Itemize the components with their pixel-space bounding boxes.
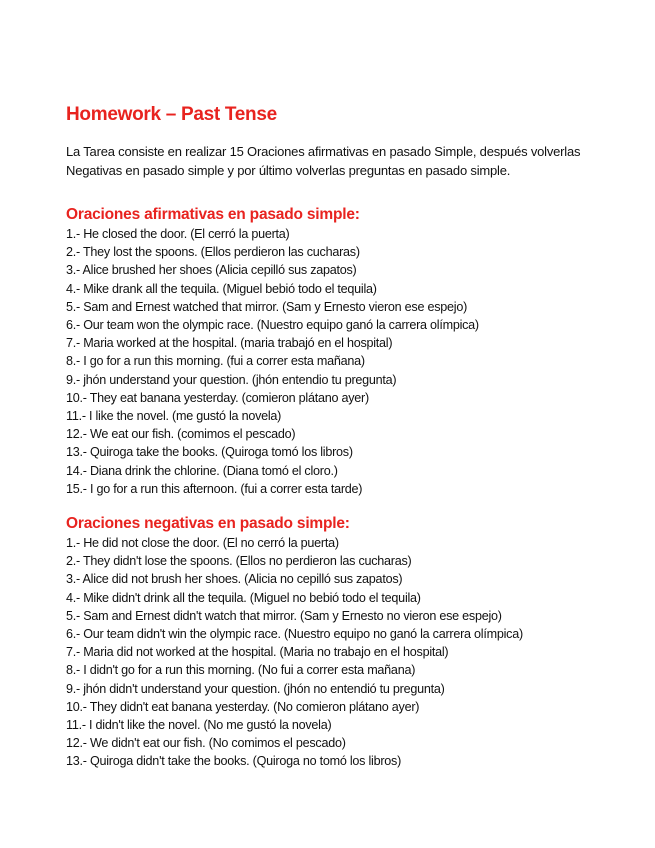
list-item: 7.- Maria worked at the hospital. (maria trabajó en el hospital) xyxy=(66,336,393,351)
list-item: 12.- We didn't eat our fish. (No comimos el pescado) xyxy=(66,736,346,751)
list-item: 14.- Diana drink the chlorine. (Diana tomó el cloro.) xyxy=(66,463,338,478)
list-item: 5.- Sam and Ernest watched that mirror. (Sam y Ernesto vieron ese espejo) xyxy=(66,299,468,314)
list-item: 3.- Alice brushed her shoes (Alicia cepilló sus zapatos) xyxy=(66,263,357,278)
list-item: 3.- Alice did not brush her shoes. (Alicia no cepilló sus zapatos) xyxy=(66,572,403,587)
list-item: 6.- Our team didn't win the olympic race. (Nuestro equipo no ganó la carrera olímpica) xyxy=(66,627,523,642)
affirmative-list xyxy=(66,225,586,498)
list-item: 2.- They didn't lose the spoons. (Ellos no perdieron las cucharas) xyxy=(66,554,412,569)
list-item: 8.- I go for a run this morning. (fui a correr esta mañana) xyxy=(66,354,365,369)
list-item: 5.- Sam and Ernest didn't watch that mirror. (Sam y Ernesto no vieron ese espejo) xyxy=(66,608,502,623)
list-item: 12.- We eat our fish. (comimos el pescado) xyxy=(66,427,296,442)
document-title: Homework – Past Tense xyxy=(66,104,277,125)
affirmative-heading: Oraciones afirmativas en pasado simple: xyxy=(66,206,360,223)
intro-paragraph: La Tarea consiste en realizar 15 Oraciones afirmativas en pasado Simple, después volverlas Negativas en pasado simple y por último volverlas preguntas en pasado simple. xyxy=(66,144,581,178)
list-item: 13.- Quiroga didn't take the books. (Quiroga no tomó los libros) xyxy=(66,754,402,769)
list-item: 8.- I didn't go for a run this morning. (No fui a correr esta mañana) xyxy=(66,663,416,678)
list-item: 7.- Maria did not worked at the hospital. (Maria no trabajo en el hospital) xyxy=(66,645,449,660)
document-page xyxy=(66,103,586,771)
list-item: 10.- They eat banana yesterday. (comieron plátano ayer) xyxy=(66,390,369,405)
negative-heading: Oraciones negativas en pasado simple: xyxy=(66,515,350,533)
list-item: 4.- Mike didn't drink all the tequila. (Miguel no bebió todo el tequila) xyxy=(66,590,421,605)
list-item: 9.- jhón understand your question. (jhón entendio tu pregunta) xyxy=(66,372,397,387)
list-item: 4.- Mike drank all the tequila. (Miguel bebió todo el tequila) xyxy=(66,281,377,296)
list-item: 6.- Our team won the olympic race. (Nuestro equipo ganó la carrera olímpica) xyxy=(66,318,479,333)
list-item: 1.- He did not close the door. (El no cerró la puerta) xyxy=(66,536,339,551)
list-item: 11.- I like the novel. (me gustó la novela) xyxy=(66,409,282,424)
list-item: 13.- Quiroga take the books. (Quiroga tomó los libros) xyxy=(66,445,353,460)
list-item: 9.- jhón didn't understand your question. (jhón no entendió tu pregunta) xyxy=(66,681,445,696)
list-item: 1.- He closed the door. (El cerró la puerta) xyxy=(66,227,290,241)
list-item: 2.- They lost the spoons. (Ellos perdieron las cucharas) xyxy=(66,245,360,260)
list-item: 11.- I didn't like the novel. (No me gustó la novela) xyxy=(66,718,332,733)
list-item: 15.- I go for a run this afternoon. (fui a correr esta tarde) xyxy=(66,481,363,496)
negative-list xyxy=(66,534,586,771)
list-item: 10.- They didn't eat banana yesterday. (No comieron plátano ayer) xyxy=(66,699,420,714)
